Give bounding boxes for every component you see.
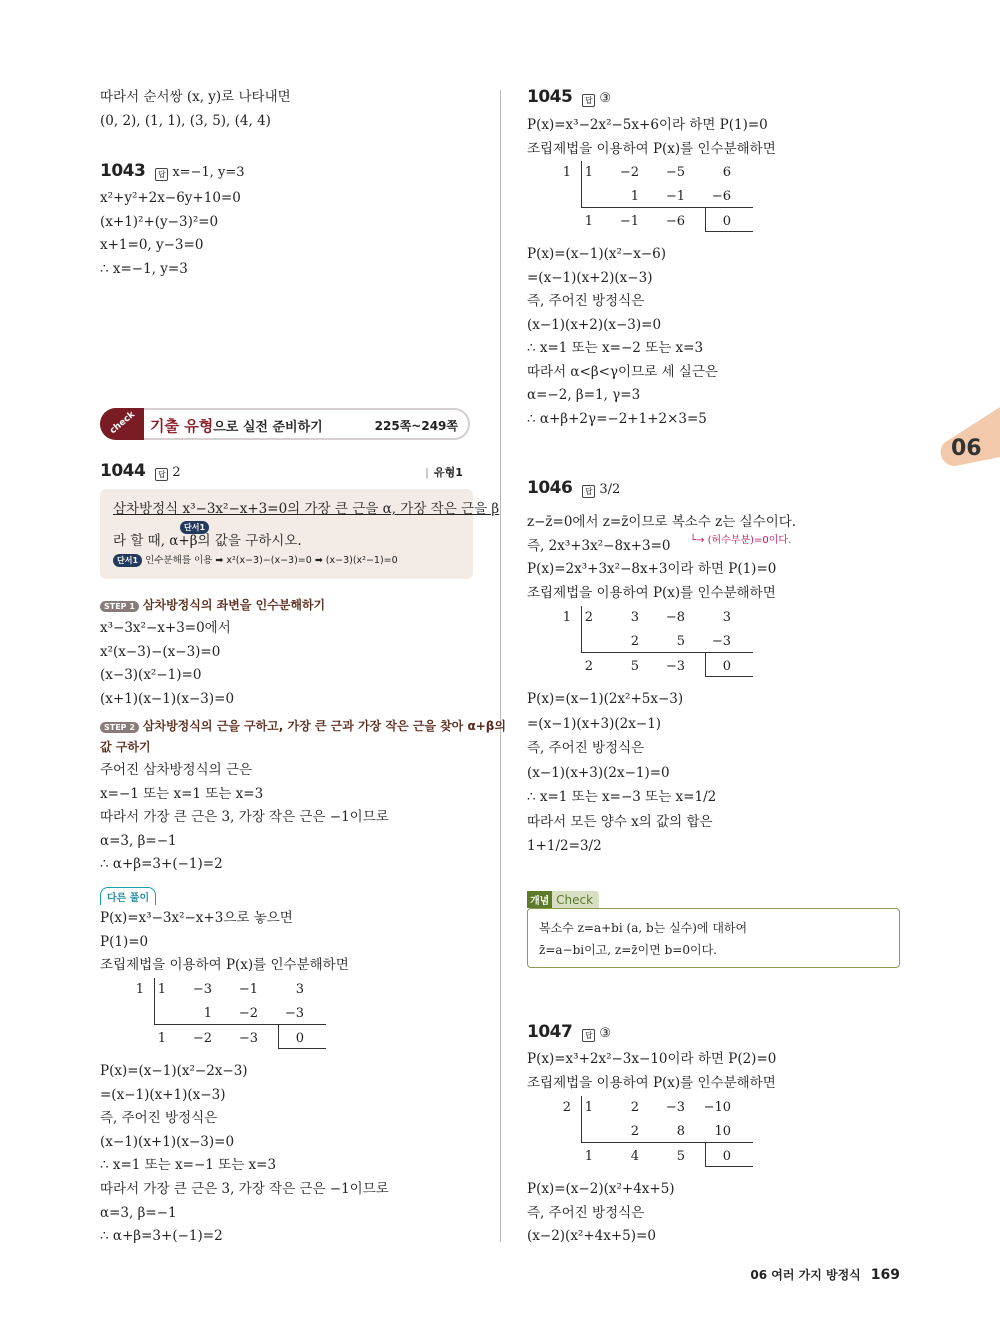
banner-title: 기출 유형으로 실전 준비하기 bbox=[150, 417, 323, 435]
text-line: 즉, 주어진 방정식은 bbox=[527, 1204, 645, 1221]
text-line: 따라서 가장 큰 근은 3, 가장 작은 근은 −1이므로 bbox=[100, 1181, 389, 1197]
answer bbox=[582, 482, 620, 497]
text-line: (x−3)(x²−1)=0 bbox=[100, 667, 202, 683]
division-cell: 1 bbox=[203, 1006, 212, 1021]
answer bbox=[582, 1026, 611, 1041]
division-line bbox=[154, 978, 155, 1024]
text-line: α=3, β=−1 bbox=[100, 1204, 177, 1221]
division-cell: −5 bbox=[665, 165, 685, 180]
text-line: ∴ x=1 또는 x=−1 또는 x=3 bbox=[100, 1157, 277, 1174]
text-line: ∴ x=1 또는 x=−3 또는 x=1/2 bbox=[527, 789, 717, 805]
text-line: (x+1)(x−1)(x−3)=0 bbox=[100, 690, 235, 707]
division-cell: 10 bbox=[714, 1124, 731, 1139]
concept-check-box bbox=[527, 908, 900, 968]
division-line bbox=[581, 161, 582, 207]
banner-pages: 225쪽~249쪽 bbox=[374, 419, 458, 433]
division-cell: −1 bbox=[665, 189, 685, 204]
text-line: x=−1 또는 x=1 또는 x=3 bbox=[100, 785, 264, 802]
division-cell: 0 bbox=[722, 659, 731, 674]
concept-line: z̄=a−bi이고, z=z̄이면 b=0이다. bbox=[539, 943, 717, 957]
division-line bbox=[154, 1024, 326, 1025]
divisor: 1 bbox=[135, 982, 144, 997]
division-cell: 1 bbox=[584, 1100, 593, 1115]
text-line: P(x)=x³−2x²−5x+6이라 하면 P(1)=0 bbox=[527, 117, 768, 133]
division-line bbox=[581, 652, 753, 653]
division-cell: −2 bbox=[619, 165, 639, 180]
answer-value: 3/2 bbox=[599, 482, 621, 497]
text-line: α=−2, β=1, γ=3 bbox=[527, 387, 641, 403]
division-cell: −3 bbox=[238, 1031, 258, 1046]
division-cell: 0 bbox=[722, 1149, 731, 1164]
division-line bbox=[705, 1142, 706, 1166]
division-cell: 1 bbox=[630, 189, 639, 204]
division-cell: −3 bbox=[665, 659, 685, 674]
page-number: 169 bbox=[870, 1267, 900, 1283]
answer-value: ③ bbox=[599, 1026, 611, 1041]
division-line bbox=[278, 1024, 279, 1048]
divisor: 1 bbox=[562, 165, 571, 180]
division-cell: 2 bbox=[630, 1100, 639, 1115]
division-cell: −3 bbox=[665, 1100, 685, 1115]
text-line: P(x)=x³+2x²−3x−10이라 하면 P(2)=0 bbox=[527, 1051, 777, 1067]
text-line: z−z̄=0에서 z=z̄이므로 복소수 z는 실수이다. bbox=[527, 514, 797, 530]
division-line bbox=[581, 1142, 753, 1143]
problem-header bbox=[100, 161, 245, 181]
division-cell: −3 bbox=[711, 634, 731, 649]
problem-number: 1047 bbox=[527, 1022, 573, 1042]
problem-number: 1044 bbox=[100, 461, 146, 481]
text-line: ∴ α+β=3+(−1)=2 bbox=[100, 856, 223, 872]
text-line: P(x)=2x³+3x²−8x+3이라 하면 P(1)=0 bbox=[527, 561, 777, 577]
text-line: P(x)=x³−3x²−x+3으로 놓으면 bbox=[100, 910, 293, 926]
problem-header bbox=[527, 87, 611, 107]
answer bbox=[582, 91, 611, 106]
text-line: P(x)=(x−1)(x²−x−6) bbox=[527, 246, 666, 262]
text-line: =(x−1)(x+1)(x−3) bbox=[100, 1086, 226, 1103]
division-cell: −3 bbox=[284, 1006, 304, 1021]
answer-value: 2 bbox=[172, 465, 181, 480]
text-line: (x−1)(x+1)(x−3)=0 bbox=[100, 1133, 235, 1150]
text-line: P(1)=0 bbox=[100, 933, 149, 950]
division-cell: 0 bbox=[722, 214, 731, 229]
division-cell: −1 bbox=[619, 214, 639, 229]
division-line bbox=[705, 231, 753, 232]
answer-value: x=−1, y=3 bbox=[172, 165, 245, 180]
text-line: 즉, 주어진 방정식은 bbox=[527, 293, 645, 309]
text-line: x²(x−3)−(x−3)=0 bbox=[100, 643, 221, 660]
text-line: 조립제법을 이용하여 P(x)를 인수분해하면 bbox=[527, 584, 776, 601]
division-line bbox=[705, 1166, 753, 1167]
division-cell: 1 bbox=[584, 165, 593, 180]
division-line bbox=[278, 1048, 326, 1049]
text-line: 즉, 2x³+3x²−8x+3=0 bbox=[527, 537, 671, 554]
text-line: 조립제법을 이용하여 P(x)를 인수분해하면 bbox=[527, 1074, 776, 1091]
concept-line: 복소수 z=a+bi (a, b는 실수)에 대하여 bbox=[539, 921, 748, 935]
division-cell: 2 bbox=[584, 610, 593, 625]
problem-header bbox=[527, 1022, 611, 1042]
answer-icon: 답 bbox=[582, 1029, 595, 1042]
text-line: =(x−1)(x+3)(2x−1) bbox=[527, 715, 662, 732]
problem-header bbox=[527, 478, 620, 498]
division-cell: 8 bbox=[676, 1124, 685, 1139]
text-line: (x−1)(x+3)(2x−1)=0 bbox=[527, 764, 670, 781]
text-line: ∴ α+β=3+(−1)=2 bbox=[100, 1228, 223, 1245]
question-line: 삼차방정식 x³−3x²−x+3=0의 가장 큰 근을 α, 가장 작은 근을 β bbox=[113, 501, 500, 517]
text-line: P(x)=(x−2)(x²+4x+5) bbox=[527, 1181, 675, 1197]
text-line: 조립제법을 이용하여 P(x)를 인수분해하면 bbox=[527, 140, 776, 157]
division-cell: 2 bbox=[584, 659, 593, 674]
step1-heading: STEP 1 삼차방정식의 좌변을 인수분해하기 bbox=[100, 596, 325, 613]
division-cell: 3 bbox=[295, 982, 304, 997]
text-line: (x−2)(x²+4x+5)=0 bbox=[527, 1228, 656, 1244]
division-cell: −2 bbox=[192, 1031, 212, 1046]
answer-icon: 답 bbox=[582, 485, 595, 498]
answer bbox=[155, 465, 180, 480]
question-box bbox=[100, 489, 500, 579]
text-line: (x−1)(x+2)(x−3)=0 bbox=[527, 316, 662, 333]
division-cell: −8 bbox=[665, 610, 685, 625]
divisor: 1 bbox=[562, 610, 571, 625]
text-line: 조립제법을 이용하여 P(x)를 인수분해하면 bbox=[100, 957, 349, 973]
division-line bbox=[581, 1096, 582, 1142]
type-label: | 유형1 bbox=[425, 466, 463, 479]
division-cell: −3 bbox=[192, 982, 212, 997]
step2-heading: STEP 2 삼차방정식의 근을 구하고, 가장 큰 근과 가장 작은 근을 찾아 α+β의 bbox=[100, 717, 506, 734]
concept-check-tab: 개념 Check bbox=[527, 891, 599, 908]
answer-value: ③ bbox=[599, 91, 611, 106]
division-cell: −6 bbox=[665, 214, 685, 229]
chapter-number: 06 bbox=[951, 436, 982, 461]
check-badge: check bbox=[100, 408, 144, 440]
text-line: 즉, 주어진 방정식은 bbox=[527, 740, 645, 756]
division-cell: 5 bbox=[630, 659, 639, 674]
division-cell: 2 bbox=[630, 1124, 639, 1139]
division-cell: −6 bbox=[711, 189, 731, 204]
footer: 06 여러 가지 방정식 169 bbox=[750, 1267, 900, 1283]
text-line: 따라서 가장 큰 근은 3, 가장 작은 근은 −1이므로 bbox=[100, 809, 389, 825]
division-cell: 3 bbox=[630, 610, 639, 625]
division-cell: 6 bbox=[722, 165, 731, 180]
division-cell: −1 bbox=[238, 982, 258, 997]
division-cell: 1 bbox=[157, 1031, 166, 1046]
divisor: 2 bbox=[562, 1100, 571, 1115]
division-cell: 5 bbox=[676, 634, 685, 649]
answer-icon: 답 bbox=[155, 168, 168, 181]
division-cell: 1 bbox=[584, 214, 593, 229]
text-line: 주어진 삼차방정식의 근은 bbox=[100, 762, 253, 778]
problem-header bbox=[100, 461, 181, 481]
text-line: ∴ α+β+2γ=−2+1+2×3=5 bbox=[527, 410, 707, 427]
answer-icon: 답 bbox=[582, 94, 595, 107]
text-line: 즉, 주어진 방정식은 bbox=[100, 1110, 218, 1127]
text-line: x³−3x²−x+3=0에서 bbox=[100, 620, 231, 636]
text-line: ∴ x=1 또는 x=−2 또는 x=3 bbox=[527, 340, 704, 356]
annotation-note: └→ (허수부분)=0이다. bbox=[690, 535, 792, 546]
problem-number: 1043 bbox=[100, 161, 146, 181]
division-cell: 0 bbox=[295, 1031, 304, 1046]
hint-line: 단서1 인수분해를 이용 ➡ x²(x−3)−(x−3)=0 ➡ (x−3)(x²−1)=0 bbox=[113, 552, 398, 570]
question-line: 라 할 때, α+β의 값을 구하시오. bbox=[113, 533, 302, 549]
section-banner bbox=[100, 408, 470, 440]
division-line bbox=[705, 652, 706, 676]
text-line: α=3, β=−1 bbox=[100, 832, 177, 849]
division-cell: 3 bbox=[722, 610, 731, 625]
division-cell: 2 bbox=[630, 634, 639, 649]
text-line: ∴ x=−1, y=3 bbox=[100, 260, 188, 277]
text-line: x+1=0, y−3=0 bbox=[100, 237, 204, 253]
hint-tag: 단서1 bbox=[180, 521, 209, 534]
division-line bbox=[705, 676, 753, 677]
division-cell: −2 bbox=[238, 1006, 258, 1021]
division-line bbox=[581, 606, 582, 652]
step2-heading-cont: 값 구하기 bbox=[100, 740, 151, 754]
division-line bbox=[581, 207, 753, 208]
problem-number: 1045 bbox=[527, 87, 573, 107]
text-line: 따라서 모든 양수 x의 값의 합은 bbox=[527, 813, 713, 830]
division-line bbox=[705, 207, 706, 231]
division-cell: 1 bbox=[584, 1149, 593, 1164]
text-line: =(x−1)(x+2)(x−3) bbox=[527, 269, 653, 286]
division-cell: 4 bbox=[630, 1149, 639, 1164]
column-divider bbox=[500, 90, 501, 1242]
answer bbox=[155, 165, 244, 180]
problem-number: 1046 bbox=[527, 478, 573, 498]
text-line: P(x)=(x−1)(x²−2x−3) bbox=[100, 1063, 248, 1079]
division-cell: −10 bbox=[703, 1100, 731, 1115]
answer-icon: 답 bbox=[155, 468, 168, 481]
text-line: 따라서 순서쌍 (x, y)로 나타내면 bbox=[100, 89, 291, 105]
division-cell: 5 bbox=[676, 1149, 685, 1164]
text-line: (0, 2), (1, 1), (3, 5), (4, 4) bbox=[100, 112, 271, 129]
text-line: P(x)=(x−1)(2x²+5x−3) bbox=[527, 691, 684, 707]
text-line: 1+1/2=3/2 bbox=[527, 838, 602, 854]
division-cell: 1 bbox=[157, 982, 166, 997]
alt-solution-label: 다른 풀이 bbox=[100, 887, 156, 905]
text-line: x²+y²+2x−6y+10=0 bbox=[100, 190, 241, 206]
text-line: 따라서 α<β<γ이므로 세 실근은 bbox=[527, 363, 718, 380]
text-line: (x+1)²+(y−3)²=0 bbox=[100, 213, 219, 230]
